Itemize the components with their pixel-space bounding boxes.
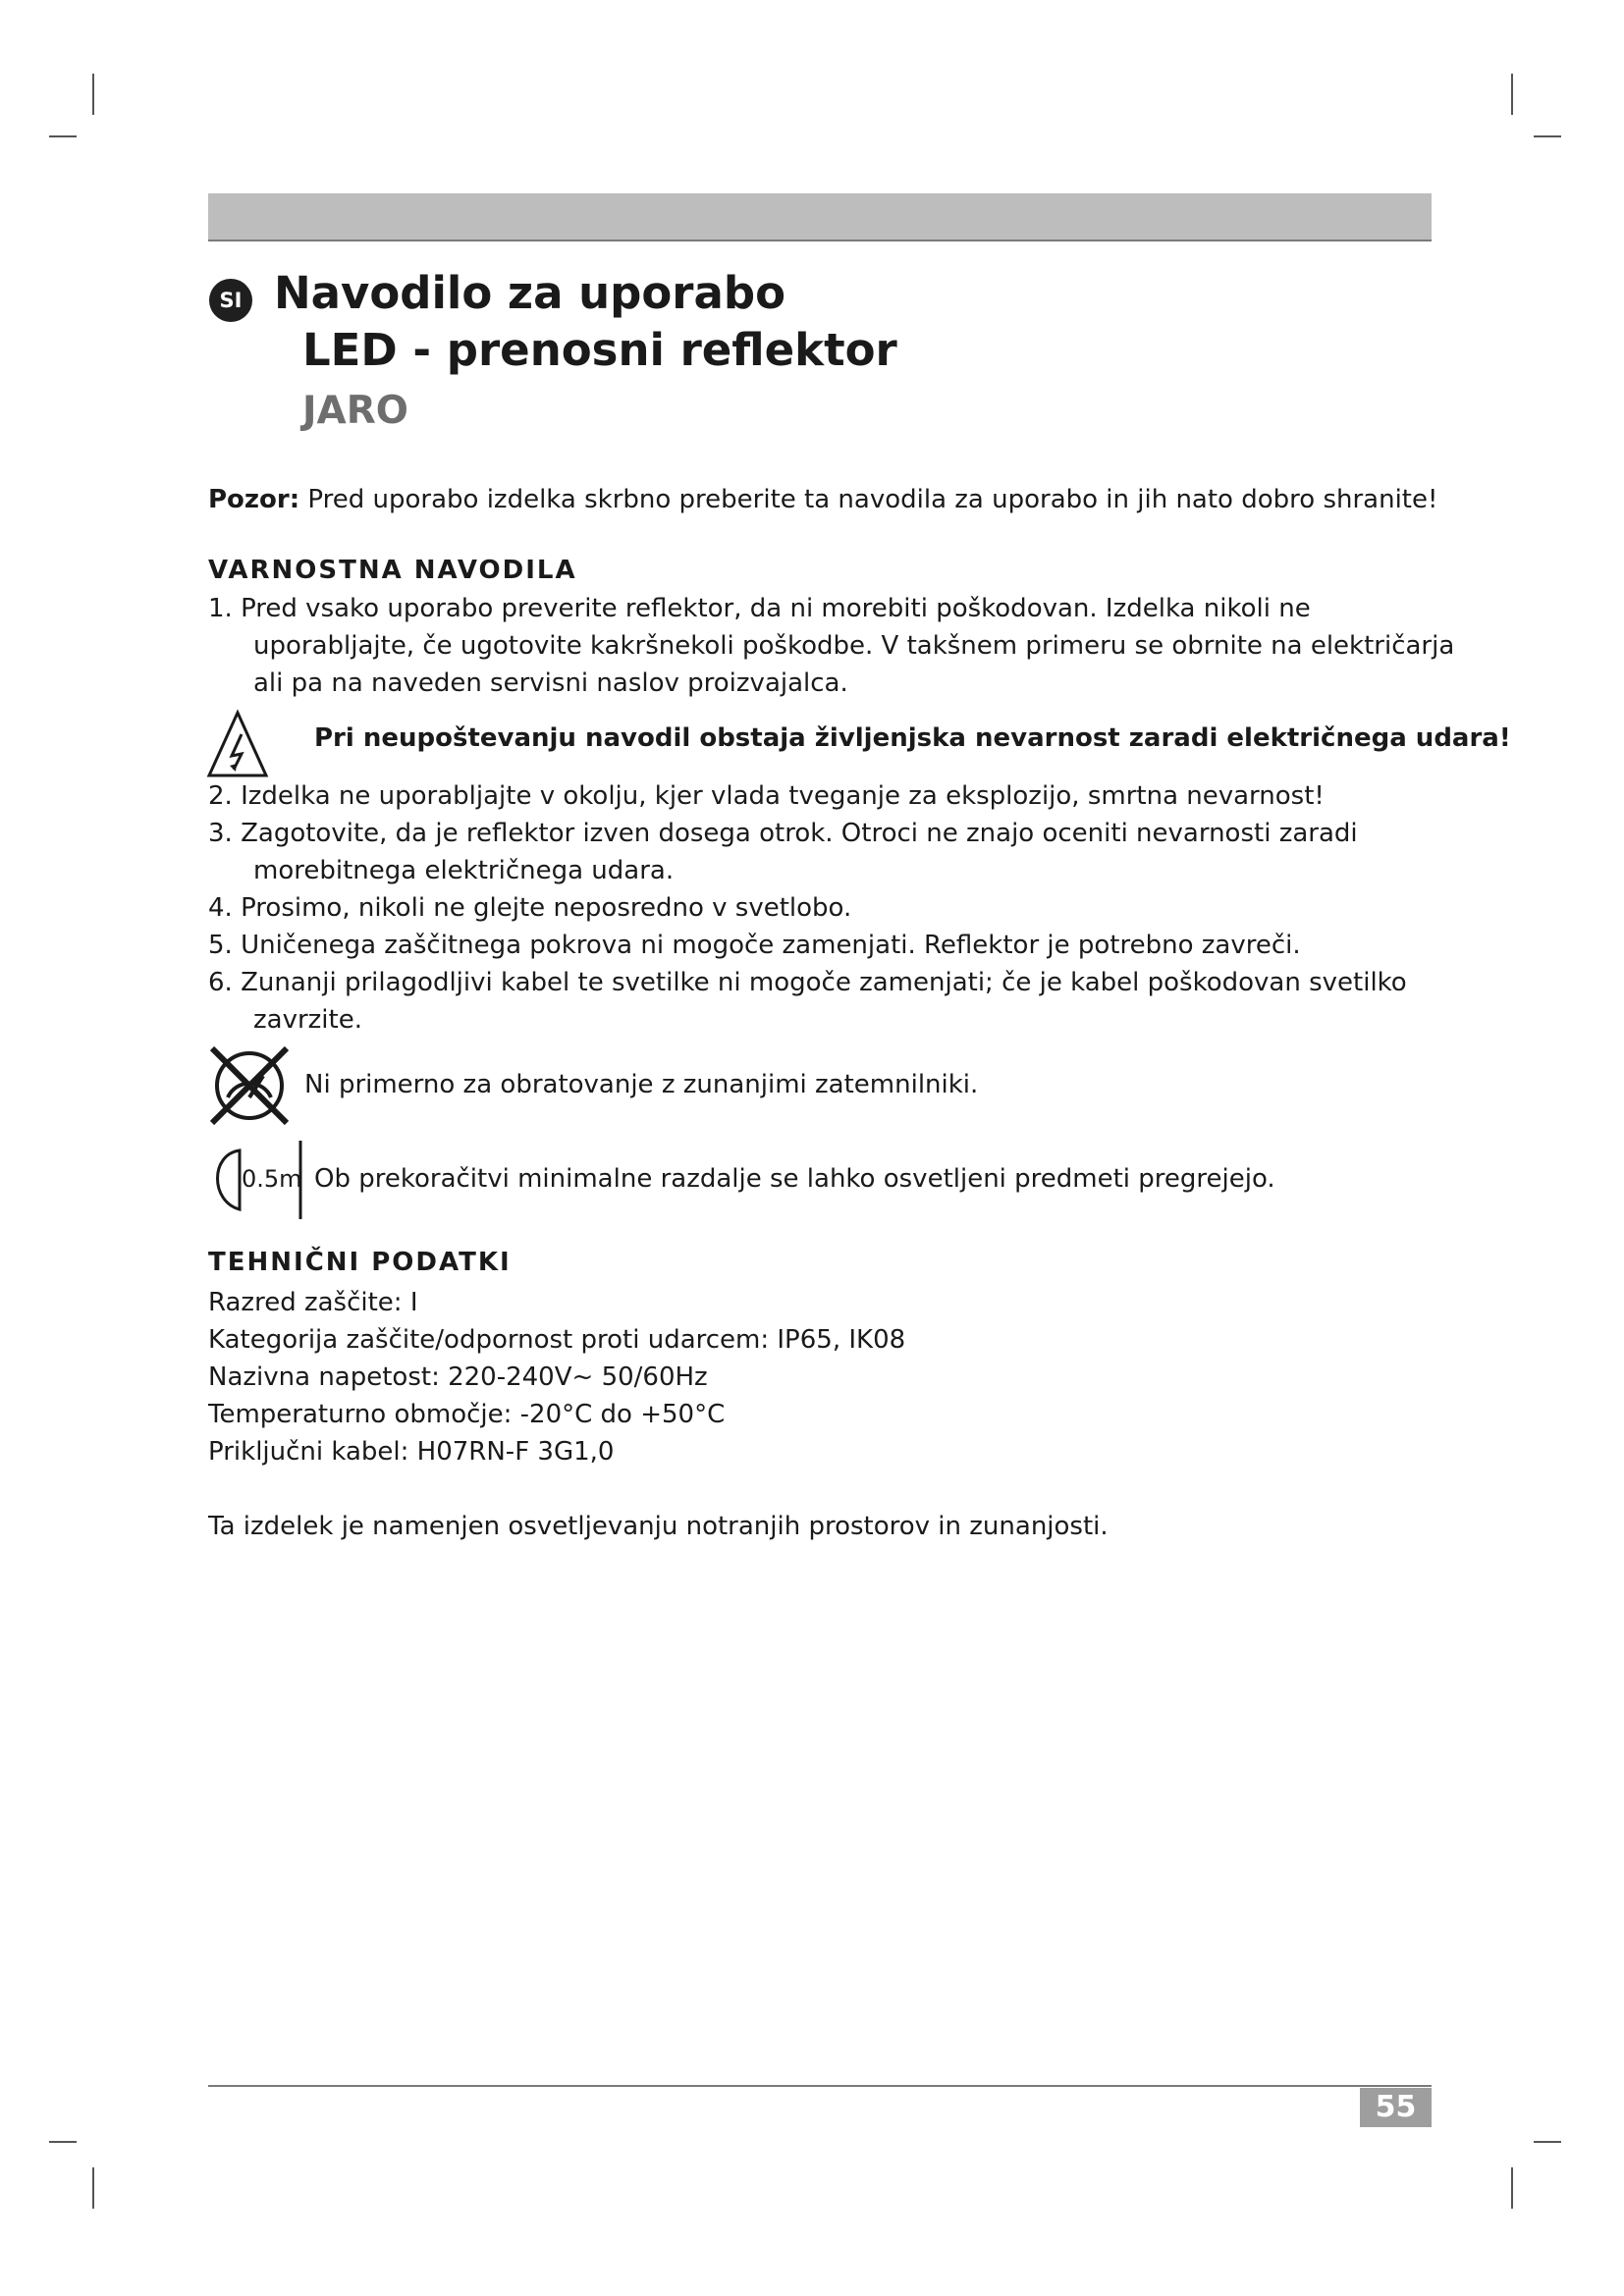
safety-item-5: 5. Uničenega zaščitnega pokrova ni mogoče zamenjati. Reflektor je potrebno zavreči. [208, 931, 1301, 960]
crop-mark [92, 2167, 94, 2209]
crop-mark [1511, 2167, 1513, 2209]
crop-mark [49, 2141, 77, 2143]
safety-heading: VARNOSTNA NAVODILA [208, 556, 577, 585]
header-bar [208, 193, 1432, 241]
page-number: 55 [1360, 2088, 1432, 2127]
product-title: LED - prenosni reflektor [302, 324, 897, 376]
safety-item-3: morebitnega električnega udara. [253, 856, 675, 885]
safety-item-1: ali pa na naveden servisni naslov proizvajalca. [253, 668, 848, 698]
distance-note: Ob prekoračitvi minimalne razdalje se lahko osvetljeni predmeti pregrejejo. [314, 1164, 1275, 1194]
safety-item-1: 1. Pred vsako uporabo preverite reflektor, da ni morebiti poškodovan. Izdelka nikoli ne [208, 594, 1311, 623]
crop-mark [49, 135, 77, 137]
footer-divider [208, 2085, 1432, 2087]
tech-row: Temperaturno območje: -20°C do +50°C [208, 1400, 726, 1429]
usage-note: Ta izdelek je namenjen osvetljevanju notranjih prostorov in zunanjosti. [208, 1512, 1109, 1541]
safety-item-6: zavrzite. [253, 1005, 362, 1035]
crop-mark [1534, 135, 1561, 137]
tech-row: Priključni kabel: H07RN-F 3G1,0 [208, 1437, 615, 1467]
safety-item-6: 6. Zunanji prilagodljivi kabel te svetilke ni mogoče zamenjati; če je kabel poškodovan svetilko [208, 968, 1407, 997]
electric-warning-icon [206, 709, 269, 783]
crop-mark [1511, 74, 1513, 115]
electric-shock-warning: Pri neupoštevanju navodil obstaja življenjska nevarnost zaradi električnega udara! [314, 723, 1511, 753]
intro-text: Pred uporabo izdelka skrbno preberite ta navodila za uporabo in jih nato dobro shranite! [299, 485, 1438, 514]
tech-row: Nazivna napetost: 220-240V~ 50/60Hz [208, 1362, 708, 1392]
tech-row: Kategorija zaščite/odpornost proti udarcem: IP65, IK08 [208, 1325, 906, 1355]
safety-item-4: 4. Prosimo, nikoli ne glejte neposredno v svetlobo. [208, 893, 852, 923]
intro-label: Pozor: [208, 485, 300, 514]
page-title: Navodilo za uporabo [274, 267, 785, 319]
intro-paragraph [208, 481, 1437, 518]
model-name: JARO [302, 389, 408, 433]
distance-label: 0.5m [242, 1165, 302, 1193]
crop-mark [92, 74, 94, 115]
no-dimmer-icon [206, 1042, 293, 1133]
crop-mark [1534, 2141, 1561, 2143]
tech-row: Razred zaščite: I [208, 1288, 418, 1317]
tech-heading: TEHNIČNI PODATKI [208, 1248, 512, 1277]
safety-item-3: 3. Zagotovite, da je reflektor izven dosega otrok. Otroci ne znajo oceniti nevarnosti zaradi [208, 819, 1358, 848]
safety-item-1: uporabljajte, če ugotovite kakršnekoli poškodbe. V takšnem primeru se obrnite na električarja [253, 631, 1455, 661]
dimmer-note: Ni primerno za obratovanje z zunanjimi zatemnilniki. [304, 1070, 979, 1099]
safety-item-2: 2. Izdelka ne uporabljajte v okolju, kjer vlada tveganje za eksplozijo, smrtna nevarnost! [208, 781, 1325, 811]
language-badge: SI [209, 279, 252, 322]
